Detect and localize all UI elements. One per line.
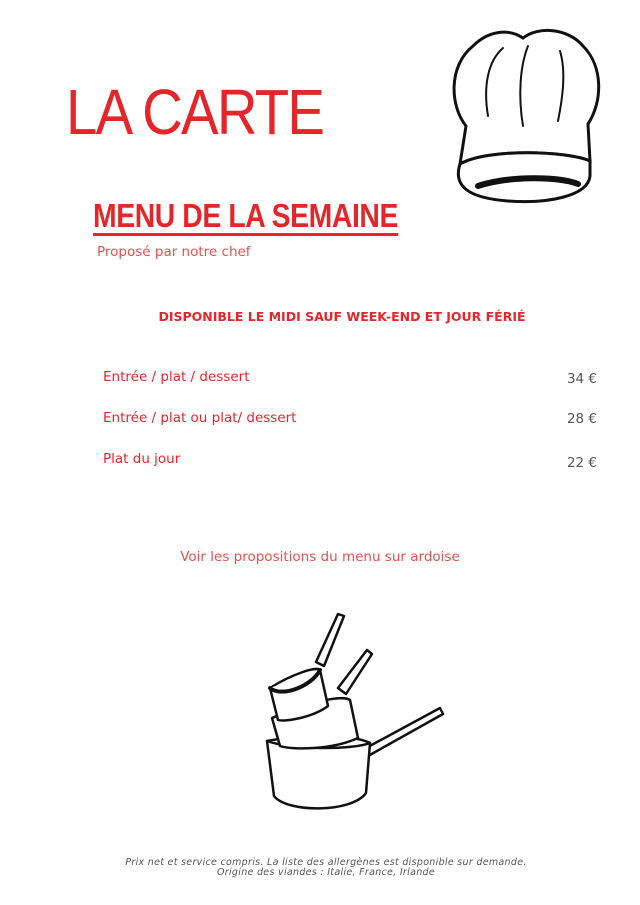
menu-item-price: 28 €: [566, 411, 597, 427]
ardoise-note: Voir les propositions du menu sur ardoise: [180, 549, 460, 565]
page-title: LA CARTE: [66, 76, 324, 148]
section-title: MENU DE LA SEMAINE: [93, 197, 398, 234]
footer-line: Prix net et service compris. La liste des allergènes est disponible sur demande.: [125, 857, 527, 868]
chef-note: Proposé par notre chef: [97, 244, 251, 260]
availability-note: DISPONIBLE LE MIDI SAUF WEEK-END ET JOUR FÉRIÉ: [158, 309, 526, 324]
menu-item-price: 22 €: [566, 455, 597, 471]
footer-line: Origine des viandes : Italie, France, Irlande: [217, 867, 435, 878]
chef-hat-icon: [448, 26, 604, 206]
menu-item-label: Plat du jour: [103, 451, 181, 467]
menu-item-label: Entrée / plat ou plat/ dessert: [103, 410, 297, 426]
menu-item-price: 34 €: [566, 371, 597, 387]
menu-item-label: Entrée / plat / dessert: [103, 369, 250, 385]
footer-note: [0, 858, 640, 878]
saucepans-icon: [262, 608, 447, 818]
